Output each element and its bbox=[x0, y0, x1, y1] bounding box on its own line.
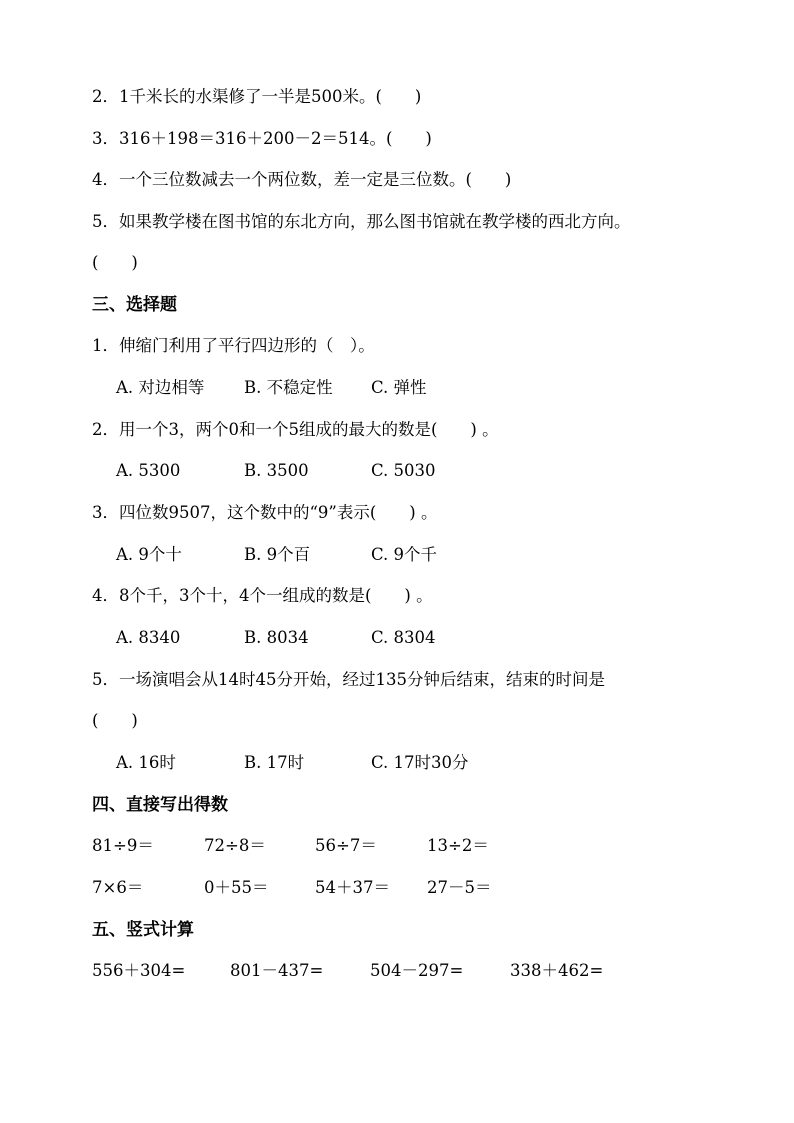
direct-calc-item: 27－5＝ bbox=[427, 878, 492, 897]
section-heading-vertical: 五、竖式计算 bbox=[92, 920, 194, 940]
vertical-calc-item: 504－297= bbox=[370, 961, 464, 980]
vertical-calc-item: 556＋304= bbox=[92, 961, 186, 980]
choice-2-option-a: A. 5300 bbox=[116, 461, 181, 480]
choice-4-option-c: C. 8304 bbox=[371, 628, 436, 647]
vertical-calc-item: 338＋462= bbox=[510, 961, 604, 980]
choice-question-5: 5．一场演唱会从14时45分开始，经过135分钟后结束，结束的时间是 bbox=[92, 670, 605, 689]
direct-calc-item: 54＋37＝ bbox=[315, 878, 390, 897]
choice-5-option-c: C. 17时30分 bbox=[371, 753, 469, 772]
choice-1-option-c: C. 弹性 bbox=[371, 378, 427, 397]
choice-5-option-a: A. 16时 bbox=[116, 753, 176, 772]
judge-question-3: 3．316＋198＝316＋200－2＝514。( ) bbox=[92, 129, 432, 148]
judge-question-5-paren: ( ) bbox=[92, 253, 138, 272]
vertical-calc-item: 801－437= bbox=[230, 961, 324, 980]
choice-3-option-a: A. 9个十 bbox=[116, 545, 182, 564]
choice-1-option-a: A. 对边相等 bbox=[116, 378, 205, 397]
choice-question-5-paren: ( ) bbox=[92, 711, 138, 730]
choice-4-option-b: B. 8034 bbox=[244, 628, 309, 647]
direct-calc-item: 81÷9＝ bbox=[92, 836, 154, 855]
direct-calc-item: 72÷8＝ bbox=[204, 836, 266, 855]
choice-2-option-b: B. 3500 bbox=[244, 461, 309, 480]
judge-question-2: 2．1千米长的水渠修了一半是500米。( ) bbox=[92, 87, 422, 106]
direct-calc-item: 0＋55＝ bbox=[204, 878, 269, 897]
direct-calc-item: 56÷7＝ bbox=[315, 836, 377, 855]
judge-question-5: 5．如果教学楼在图书馆的东北方向，那么图书馆就在教学楼的西北方向。 bbox=[92, 212, 631, 231]
section-heading-direct: 四、直接写出得数 bbox=[92, 795, 228, 815]
direct-calc-item: 7×6＝ bbox=[92, 878, 144, 897]
choice-5-option-b: B. 17时 bbox=[244, 753, 305, 772]
choice-3-option-b: B. 9个百 bbox=[244, 545, 311, 564]
choice-1-option-b: B. 不稳定性 bbox=[244, 378, 333, 397]
choice-question-1: 1．伸缩门利用了平行四边形的（ ）。 bbox=[92, 336, 375, 355]
section-heading-choice: 三、选择题 bbox=[92, 295, 177, 315]
choice-4-option-a: A. 8340 bbox=[116, 628, 181, 647]
choice-question-4: 4．8个千，3个十，4个一组成的数是( ) 。 bbox=[92, 586, 433, 605]
choice-2-option-c: C. 5030 bbox=[371, 461, 436, 480]
judge-question-4: 4．一个三位数减去一个两位数，差一定是三位数。( ) bbox=[92, 170, 512, 189]
direct-calc-item: 13÷2＝ bbox=[427, 836, 489, 855]
choice-question-2: 2．用一个3，两个0和一个5组成的最大的数是( ) 。 bbox=[92, 420, 499, 439]
choice-3-option-c: C. 9个千 bbox=[371, 545, 438, 564]
choice-question-3: 3．四位数9507，这个数中的“9”表示( ) 。 bbox=[92, 503, 438, 522]
